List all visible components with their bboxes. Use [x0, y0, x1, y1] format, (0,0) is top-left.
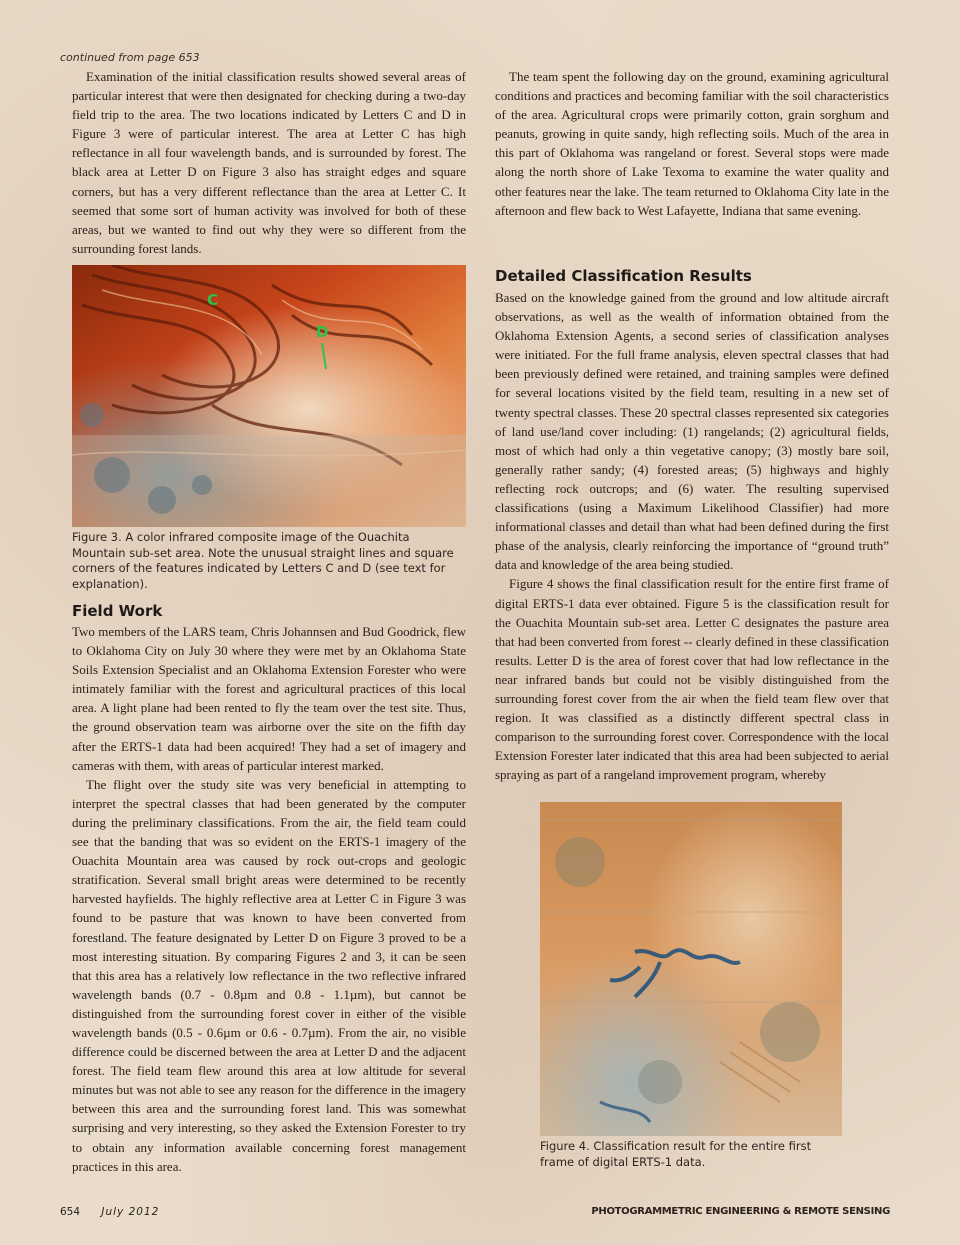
figure-4-image — [540, 802, 842, 1136]
right-column-intro — [495, 67, 889, 220]
detailed-results-paragraph-1: Based on the knowledge gained from the ground and low altitude aircraft observations, as well as the wealth of information obtained from the Oklahoma Extension Agents, a second series of classification analyses were initiated. For the full frame analysis, eleven spectral classes that had been previously defined were retained, and training samples were defined for several locations visited by the field team, resulting in a new set of twenty spectral classes. These 20 spectral classes represented six categories of land use/land cover including: (1) rangelands; (2) agricultural fields, most of which had only a thin vegetative canopy; (3) mostly bare soil, generally rather sandy; (4) forested areas; (5) highways and highly reflecting rock outcrops; and (6) water. The resulting supervised classifications (using a Maximum Likelihood Classifier) had more informational classes and detail than what had been defined during the first phase of the analysis, clearly reinforcing the importance of “ground truth” data and knowledge of the area being studied. — [495, 290, 889, 573]
intro-paragraph: Examination of the initial classification results showed several areas of particular interest that were then designated for checking during a two-day field trip to the area. The two locations indicated by Letters C and D in Figure 3 were of particular interest. The area at Letter C has high reflectance in all four wavelength bands, and is surrounded by forest. The black area at Letter D on Figure 3 also has straight edges and square corners, but has a very different reflectance than the area at Letter C. It seemed that some sort of human activity was involved for both of these areas, but we wanted to find out why they were so different from the surrounding forest lands. — [72, 69, 466, 256]
journal-name: PHOTOGRAMMETRIC ENGINEERING & REMOTE SENSING — [591, 1206, 890, 1217]
figure-4-caption: Figure 4. Classification result for the entire first frame of digital ERTS-1 data. — [540, 1139, 812, 1169]
figure-3-label-c: C — [207, 291, 219, 309]
figure-3-label-d: D — [316, 323, 329, 341]
field-work-paragraph-2: The flight over the study site was very beneficial in attempting to interpret the spectral classes that had been generated by the computer during the preliminary classifications. From the air, the field team could see that the banding that was so evident on the ERTS-1 imagery of the Ouachita Mountain area was caused by rock out-crops and geologic stratification. Several small bright areas were determined to be recently harvested hayfields. The highly reflective area at Letter C in Figure 3 was found to be pasture that was known to have been converted from forestland. The feature designated by Letter D on Figure 3 proved to be a most interesting situation. By comparing Figures 2 and 3, it can be seen that this area has a relatively low reflectance in the two reflective infrared wavelength bands (0.7 - 0.8µm and 0.8 - 1.1µm), but cannot be distinguished from the surrounding forest cover in either of the visible wavelength bands (0.5 - 0.6µm or 0.6 - 0.7µm). From the air, no visible difference could be discerned between the area at Letter D and the adjacent forest. The field team flew around this area at low altitude for several minutes but was not able to see any reason for the difference in the imagery between this area and the surrounding forest land. This was somewhat surprising and very interesting, so they asked the Extension Forester to try to obtain any information available concerning forest management practices in this area. — [72, 776, 466, 1174]
footer-left — [60, 1206, 159, 1218]
field-work-section — [72, 602, 466, 620]
issue-date: July 2012 — [101, 1206, 160, 1218]
detailed-results-section — [495, 267, 889, 285]
ground-survey-paragraph: The team spent the following day on the ground, examining agricultural conditions and practices and becoming familiar with the soil characteristics of the area. Agricultural crops were primarily cotton, grain sorghum and peanuts, growing in quite sandy, high reflecting soils. Much of the area in this part of Oklahoma was rangeland or forest. Several stops were made along the north shore of Lake Texoma to examine the water quality and other features near the lake. The team returned to Oklahoma City late in the afternoon and flew back to West Lafayette, Indiana that same evening. — [495, 69, 889, 218]
continued-note: continued from page 653 — [60, 51, 200, 64]
left-column-intro — [72, 67, 466, 258]
figure-3-image-graphic — [72, 265, 466, 527]
figure-4-image-graphic — [540, 802, 842, 1136]
figure-3-caption: Figure 3. A color infrared composite image of the Ouachita Mountain sub-set area. Note the unusual straight lines and square corners of the features indicated by Letters C and D (see text for explanation). — [72, 530, 454, 591]
detailed-results-paragraph-2: Figure 4 shows the final classification result for the entire first frame of digital ERTS-1 data ever obtained. Figure 5 is the classification result for the Ouachita Mountain sub-set area. Letter C designates the pasture area that had been converted from forest -- clearly defined in these classification results. Letter D is the area of forest cover that had low reflectance in the near infrared bands but could not be visibly distinguished from the surrounding forest cover from the air when the field team flew over that region. It was classified as a distinctly different spectral class in comparison to the surrounding forest cover. Correspondence with the local Extension Forester later indicated that this area had been subjected to aerial spraying as part of a rangeland improvement program, whereby — [495, 576, 889, 783]
field-work-body — [72, 622, 466, 1176]
field-work-heading: Field Work — [72, 602, 163, 620]
page-number: 654 — [60, 1206, 81, 1218]
field-work-paragraph-1: Two members of the LARS team, Chris Johannsen and Bud Goodrick, flew to Oklahoma City on July 30 where they were met by an Oklahoma State Soils Extension Specialist and an Oklahoma Extension Forester who were intimately familiar with the forest and agricultural practices of this local area. A light plane had been rented to fly the team over the test site. Thus, the ground observation team was airborne over the site on the fifth day after the ERTS-1 data had been acquired! They had a set of imagery and cameras with them, with areas of particular interest marked. — [72, 624, 466, 773]
detailed-results-body — [495, 288, 889, 784]
figure-3-image — [72, 265, 466, 527]
detailed-results-heading: Detailed Classification Results — [495, 267, 752, 285]
